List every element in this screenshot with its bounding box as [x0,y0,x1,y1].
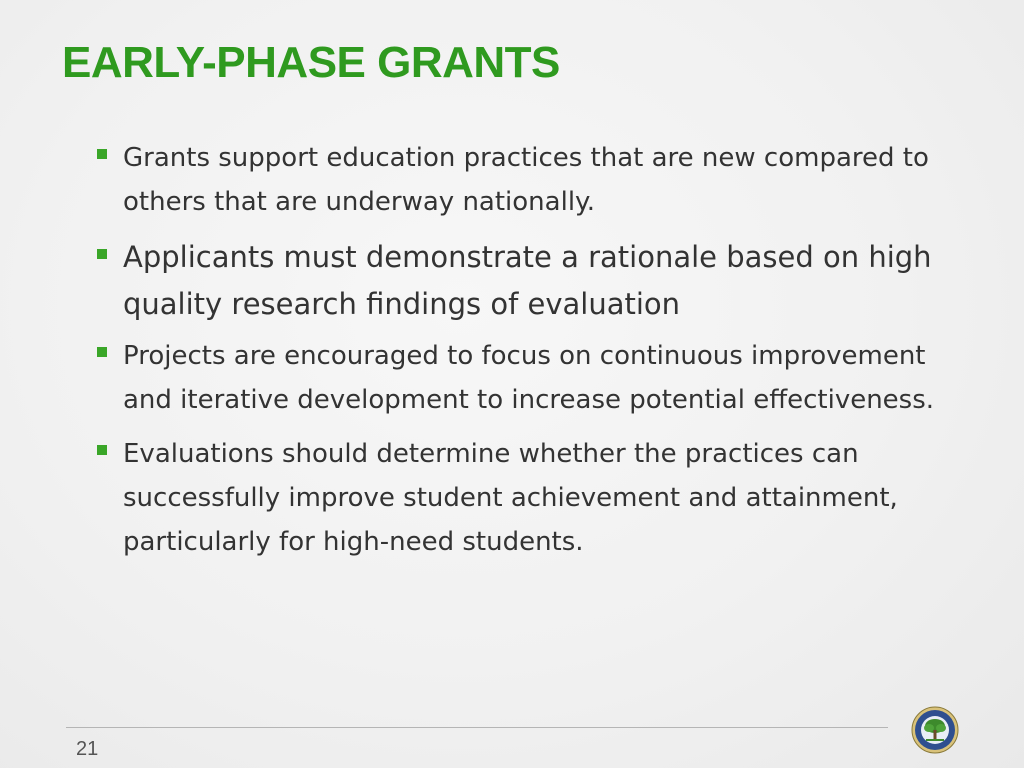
footer-divider [66,727,888,728]
bullet-text: Grants support education practices that are new compared to others that are underway nationally. [123,143,929,217]
page-number: 21 [76,738,99,760]
department-of-education-seal-icon [911,706,959,754]
bullet-text: Applicants must demonstrate a rationale based on high quality research findings of evaluation [123,240,932,321]
bullet-text: Evaluations should determine whether the practices can successfully improve student achievement and attainment, particularly for high-need students. [123,439,898,557]
bullet-item [94,432,974,564]
square-bullet-icon [97,149,107,159]
square-bullet-icon [97,249,107,259]
bullet-item [94,334,974,422]
square-bullet-icon [97,445,107,455]
square-bullet-icon [97,347,107,357]
bullet-item [94,136,974,224]
bullet-text: Projects are encouraged to focus on continuous improvement and iterative development to increase potential effectiveness. [123,341,935,415]
bullet-item [94,234,974,328]
bullet-list [94,136,974,574]
slide-title: EARLY-PHASE GRANTS [62,38,560,87]
